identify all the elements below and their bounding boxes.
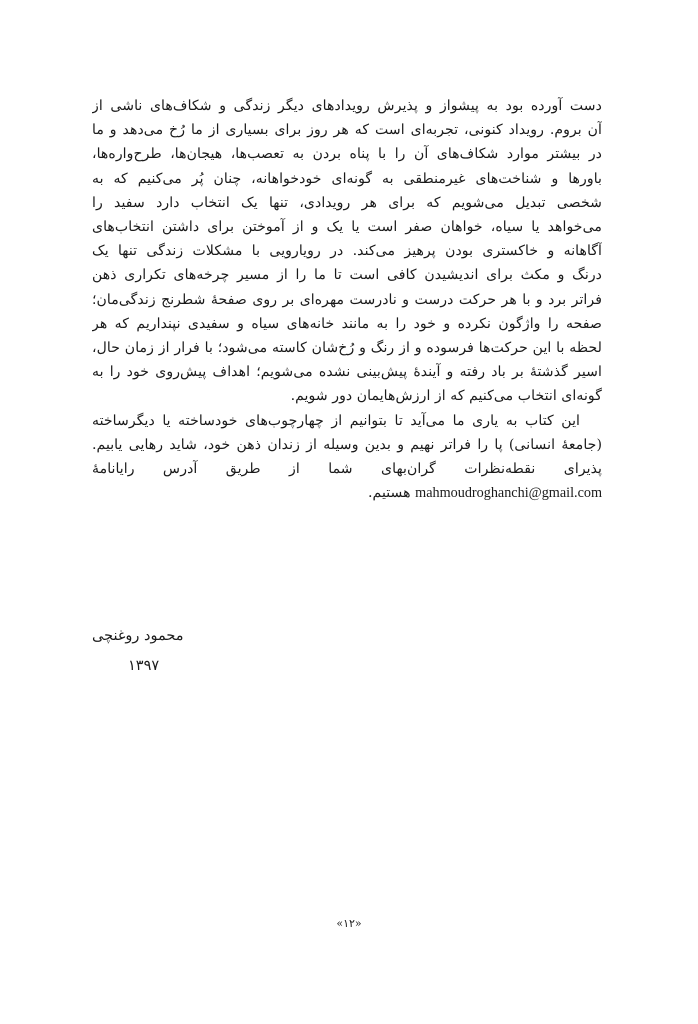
text-line: لحظه با این حرکت‌ها فرسوده و از رنگ و رُخ‌شان کاسته می‌شود؛ با فرار از زمان حال، bbox=[92, 340, 602, 357]
body-text bbox=[92, 94, 602, 505]
text-line: صفحه را واژگون نکرده و خود را به مانند خانه‌های سیاه و سفیدی نپنداریم که هر bbox=[92, 315, 602, 332]
text-line: باورها و شناخت‌های غیرمنطقی به گونه‌ای خودخواهانه، چنان پُر می‌کنیم که به bbox=[92, 170, 602, 187]
email-line bbox=[92, 481, 602, 505]
text-line: دست آورده بود به پیشواز و پذیرش رویدادهای دیگر زندگی و شکاف‌های ناشی از bbox=[92, 98, 602, 114]
text-line: آن بروم. رویداد کنونی، تجربه‌ای است که هر روز برای بسیاری از ما رُخ می‌دهد و ما bbox=[92, 122, 602, 139]
text-line: درنگ و مکث برای اندیشیدن کافی است تا ما را از مسیر چرخه‌های تکراری ذهن bbox=[92, 267, 602, 284]
email-suffix: هستیم. bbox=[368, 485, 411, 502]
text-line: شخصی تبدیل می‌شویم که برای هر رویدادی، تنها یک انتخاب دارد سفید را bbox=[92, 194, 602, 211]
author-name: محمود روغنچی bbox=[92, 628, 184, 644]
text-line: گونه‌ای انتخاب می‌کنیم که از ارزش‌هایمان دور شویم. bbox=[290, 388, 602, 405]
text-line: اسیر گذشتهٔ بر باد رفته و آیندهٔ پیش‌بینی نشده می‌شویم؛ اهداف پیش‌روی خود را به bbox=[92, 364, 602, 381]
text-line: آگاهانه و خاکستری بودن پرهیز می‌کند. در رویارویی با مشکلات زندگی تنها یک bbox=[92, 243, 602, 260]
text-line: در بیشتر موارد شکاف‌های آن را با پناه بردن به تعصب‌ها، هیجان‌ها، طرح‌واره‌ها، bbox=[92, 146, 602, 163]
email-address[interactable]: mahmoudroghanchi@gmail.com bbox=[415, 485, 602, 502]
text-line: این کتاب به یاری ما می‌آید تا بتوانیم از چهارچوب‌های خودساخته یا دیگرساخته bbox=[92, 412, 580, 429]
text-line: می‌خواهد یا سیاه، خواهان صفر است یا یک و از آموختن برای داشتن انتخاب‌های bbox=[92, 219, 602, 236]
page-number: «۱۲» bbox=[336, 917, 362, 930]
signature bbox=[92, 628, 202, 674]
text-line: پذیرای نقطه‌نظرات گران‌بهای شما از طریق آدرس رایانامهٔ bbox=[92, 461, 602, 478]
signature-year: ۱۳۹۷ bbox=[128, 658, 160, 674]
text-line: فراتر برد و با هر حرکت درست و نادرست مهره‌ای بر روی صفحهٔ شطرنج زندگی‌مان؛ bbox=[92, 291, 602, 308]
text-line: (جامعهٔ انسانی) پا را فراتر نهیم و بدین وسیله از زندان ذهن خود، شاید رهایی یابیم. bbox=[92, 436, 602, 453]
